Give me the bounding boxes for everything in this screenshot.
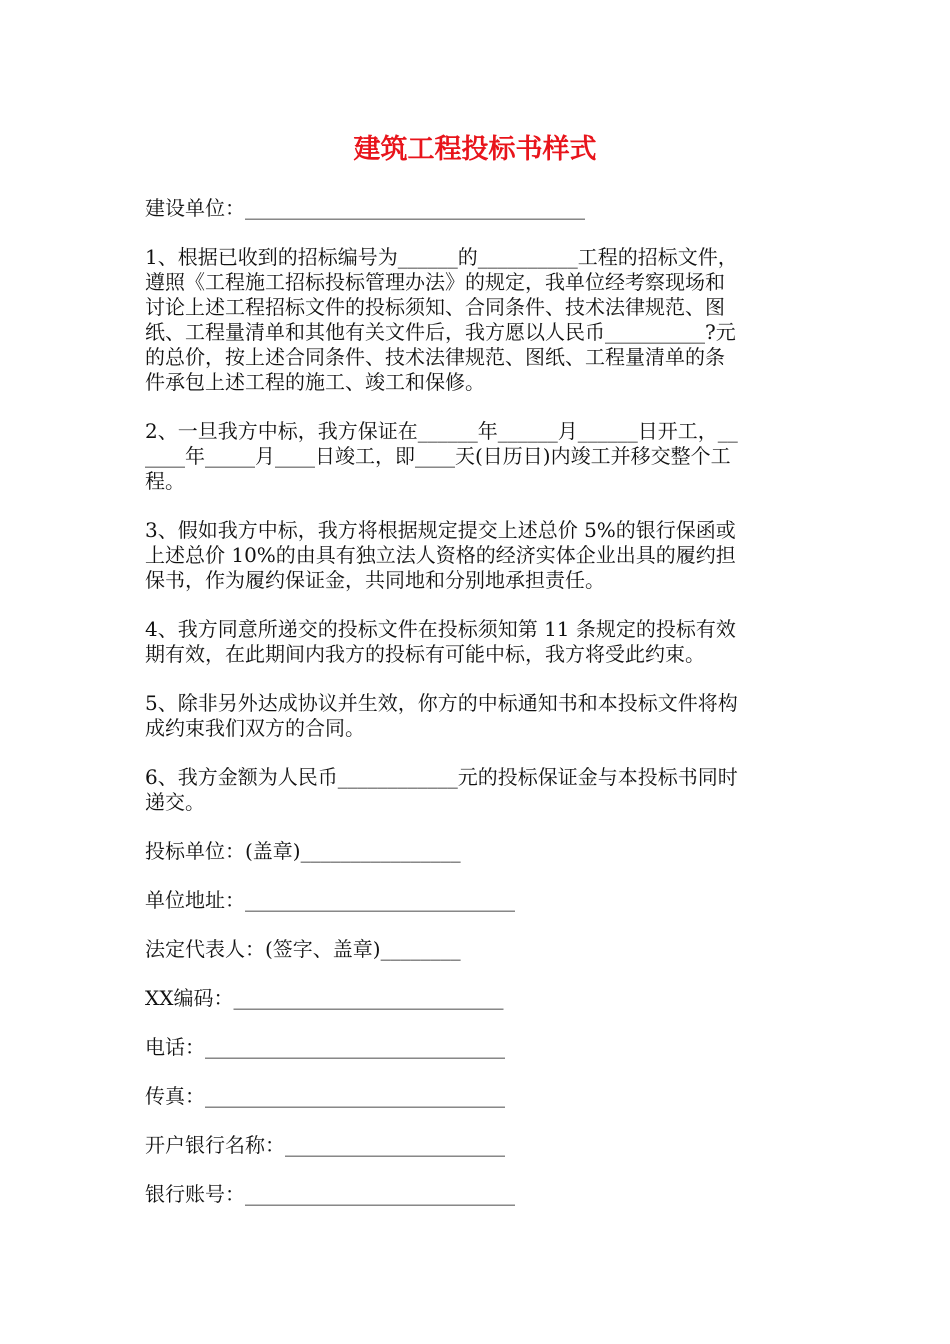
paragraph-line: 件承包上述工程的施工、竣工和保修。	[145, 370, 485, 394]
paragraph-gap	[145, 1060, 810, 1084]
paragraph-gap	[145, 815, 810, 839]
paragraph-line: 6、我方金额为人民币____________元的投标保证金与本投标书同时	[145, 765, 738, 789]
paragraph-line: 2、一旦我方中标，我方保证在______年______月______日开工，__	[145, 419, 738, 443]
field-bank-account: 银行账号：___________________________	[145, 1182, 515, 1206]
paragraph-gap	[145, 864, 810, 888]
paragraph-line: 程。	[145, 469, 185, 493]
field-bidder-unit: 投标单位：(盖章)________________	[145, 839, 461, 863]
paragraph-gap	[145, 1011, 810, 1035]
paragraph-gap	[145, 962, 810, 986]
paragraph-gap	[145, 1109, 810, 1133]
paragraph-line: 5、除非另外达成协议并生效，你方的中标通知书和本投标文件将构	[145, 691, 738, 715]
paragraph-gap	[145, 667, 810, 691]
paragraph-gap	[145, 221, 810, 245]
paragraph-line: 4、我方同意所递交的投标文件在投标须知第 11 条规定的投标有效	[145, 617, 736, 641]
paragraph-line: 讨论上述工程招标文件的投标须知、合同条件、技术法律规范、图	[145, 295, 725, 319]
field-bank-name: 开户银行名称：______________________	[145, 1133, 505, 1157]
field-legal-representative: 法定代表人：(签字、盖章)________	[145, 937, 461, 961]
paragraph-line: ____年_____月____日竣工，即____天(日历日)内竣工并移交整个工	[145, 444, 731, 468]
paragraph-line: 上述总价 10%的由具有独立法人资格的经济实体企业出具的履约担	[145, 543, 736, 567]
paragraph-6	[145, 765, 810, 815]
paragraph-gap	[145, 1158, 810, 1182]
paragraph-line: 期有效，在此期间内我方的投标有可能中标，我方将受此约束。	[145, 642, 705, 666]
paragraph-4	[145, 617, 810, 667]
paragraph-line: 3、假如我方中标，我方将根据规定提交上述总价 5%的银行保函或	[145, 518, 736, 542]
paragraph-line: 的总价，按上述合同条件、技术法律规范、图纸、工程量清单的条	[145, 345, 725, 369]
paragraph-gap	[145, 913, 810, 937]
paragraph-line: 保书，作为履约保证金，共同地和分别地承担责任。	[145, 568, 605, 592]
paragraph-line: 成约束我们双方的合同。	[145, 716, 365, 740]
paragraph-3	[145, 518, 810, 593]
document-title: 建筑工程投标书样式	[353, 134, 597, 165]
field-postal-code: XX编码：___________________________	[145, 986, 504, 1010]
paragraph-1	[145, 245, 810, 395]
paragraph-line: 1、根据已收到的招标编号为______的__________工程的招标文件，	[145, 245, 738, 269]
paragraph-gap	[145, 741, 810, 765]
paragraph-line: 递交。	[145, 790, 205, 814]
paragraph-2	[145, 419, 810, 494]
paragraph-line: 遵照《工程施工招标投标管理办法》的规定，我单位经考察现场和	[145, 270, 725, 294]
paragraph-gap	[145, 395, 810, 419]
owner-line: 建设单位：__________________________________	[145, 196, 585, 220]
paragraph-gap	[145, 494, 810, 518]
document-body	[145, 196, 810, 1207]
paragraph-5	[145, 691, 810, 741]
paragraph-gap	[145, 593, 810, 617]
field-phone: 电话：______________________________	[145, 1035, 505, 1059]
field-unit-address: 单位地址：___________________________	[145, 888, 515, 912]
field-fax: 传真：______________________________	[145, 1084, 505, 1108]
paragraph-line: 纸、工程量清单和其他有关文件后，我方愿以人民币__________?元	[145, 320, 736, 344]
